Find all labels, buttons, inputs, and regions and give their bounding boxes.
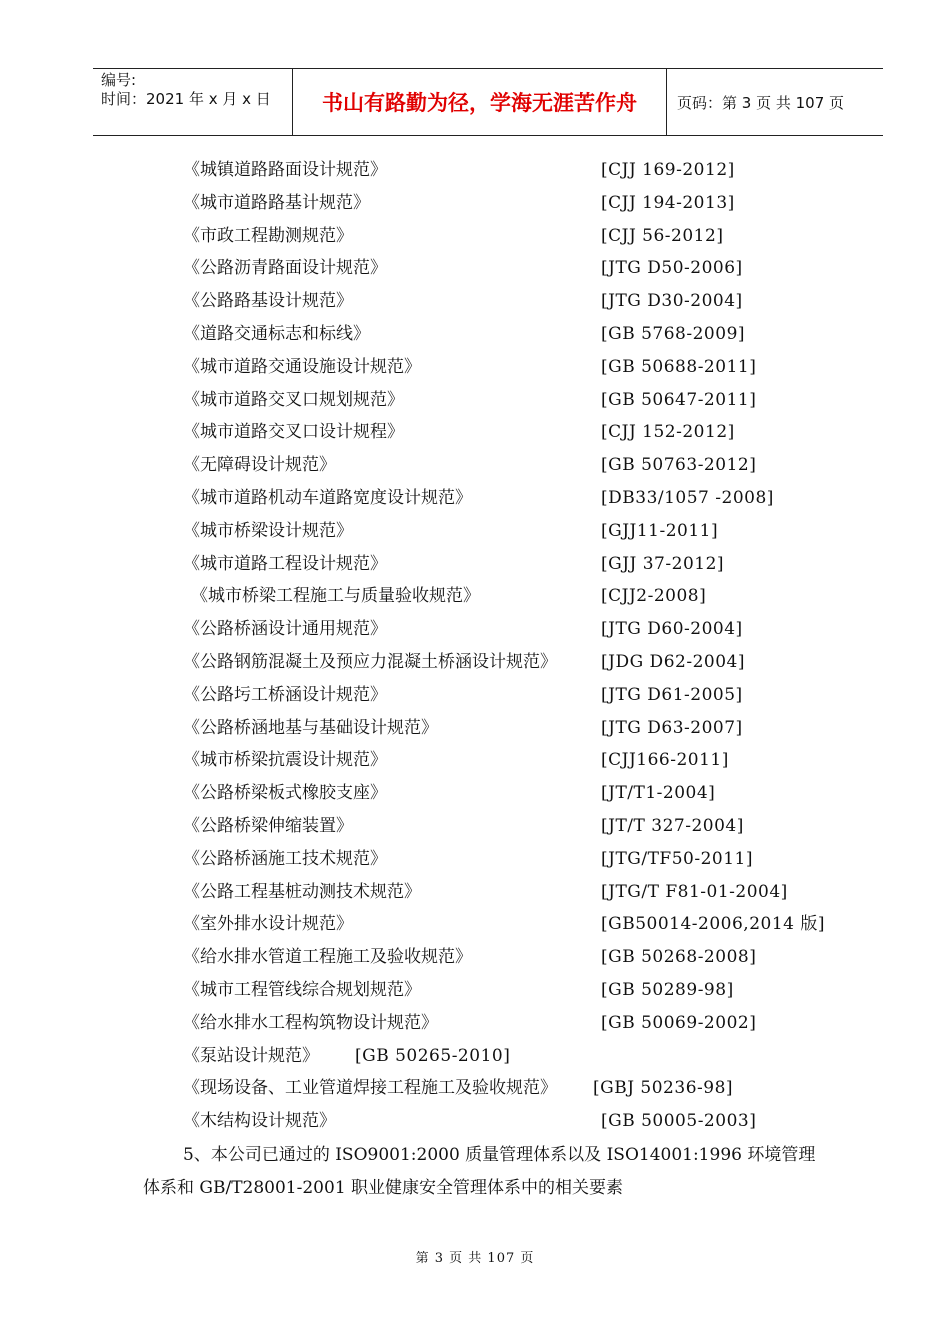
standard-title: 《室外排水设计规范》 [183, 914, 353, 935]
standard-code: [JT/T 327-2004] [601, 815, 744, 836]
standard-item [183, 220, 863, 253]
standard-code: [CJJ 152-2012] [601, 422, 735, 443]
standard-title: 《城市道路交叉口规划规范》 [183, 389, 404, 410]
standard-item [183, 416, 863, 449]
standard-item [183, 941, 863, 974]
standard-item [183, 580, 863, 613]
standard-item [183, 1040, 863, 1073]
standard-code: [CJJ 56-2012] [601, 225, 724, 246]
standard-item [183, 1007, 863, 1040]
page-header [93, 68, 883, 136]
standard-code: [GB 50069-2002] [601, 1012, 757, 1033]
standard-item [183, 318, 863, 351]
standard-code: [GB 5768-2009] [601, 323, 746, 344]
standard-title: 《无障碍设计规范》 [183, 455, 336, 476]
paragraph-line: 5、本公司已通过的 ISO9001:2000 质量管理体系以及 ISO14001:1996 环境管理 [183, 1145, 816, 1165]
standard-item [183, 154, 863, 187]
standard-title: 《城市桥梁设计规范》 [183, 520, 353, 541]
standard-code: [GB 50005-2003] [601, 1111, 757, 1132]
standard-code: [JTG D63-2007] [601, 717, 743, 738]
standard-title: 《公路桥涵施工技术规范》 [183, 848, 387, 869]
standard-item [183, 777, 863, 810]
standard-item [183, 252, 863, 285]
paragraph-line: 体系和 GB/T28001-2001 职业健康安全管理体系中的相关要素 [143, 1178, 624, 1198]
standard-code: [JDG D62-2004] [601, 651, 745, 672]
standard-code: [GBJ 50236-98] [593, 1078, 734, 1099]
standards-list [183, 154, 863, 1138]
standard-item [183, 744, 863, 777]
standard-code: [JTG D60-2004] [601, 619, 743, 640]
standard-code: [GJJ11-2011] [601, 520, 719, 541]
standard-title: 《城市道路交叉口设计规程》 [183, 422, 404, 443]
standard-title: 《泵站设计规范》 [183, 1045, 319, 1066]
standard-item [183, 679, 863, 712]
standard-code: [GB 50289-98] [601, 979, 734, 1000]
standard-item [183, 482, 863, 515]
standard-item [183, 908, 863, 941]
standard-item [183, 548, 863, 581]
standard-item [183, 810, 863, 843]
standard-title: 《公路钢筋混凝土及预应力混凝土桥涵设计规范》 [183, 651, 557, 672]
standard-code: [JTG D61-2005] [601, 684, 743, 705]
standard-item [183, 1105, 863, 1138]
standard-title: 《城镇道路路面设计规范》 [183, 160, 387, 180]
standard-item [183, 646, 863, 679]
standard-title: 《给水排水工程构筑物设计规范》 [183, 1012, 438, 1033]
standard-item [183, 712, 863, 745]
standard-item [183, 974, 863, 1007]
standard-item [183, 187, 863, 220]
standard-title: 《城市道路机动车道路宽度设计规范》 [183, 487, 472, 508]
standard-title: 《公路桥梁伸缩装置》 [183, 815, 353, 836]
standard-item [183, 285, 863, 318]
standard-title: 《道路交通标志和标线》 [183, 323, 370, 344]
standard-title: 《城市道路交通设施设计规范》 [183, 356, 421, 377]
standard-title: 《公路桥梁板式橡胶支座》 [183, 783, 387, 804]
header-page-code: 页码：第 3 页 共 107 页 [677, 93, 845, 112]
standard-item [183, 613, 863, 646]
standard-code: [JTG D30-2004] [601, 291, 743, 312]
standard-title: 《公路路基设计规范》 [183, 291, 353, 312]
standard-title: 《公路桥涵地基与基础设计规范》 [183, 717, 438, 738]
standard-title: 《给水排水管道工程施工及验收规范》 [183, 947, 472, 968]
standard-item [183, 843, 863, 876]
document-date: 时间：2021 年 x 月 x 日 [101, 90, 271, 108]
standard-title: 《公路工程基桩动测技术规范》 [183, 881, 421, 902]
standard-code: [DB33/1057 -2008] [601, 487, 774, 508]
standard-title: 《城市工程管线综合规划规范》 [183, 979, 421, 1000]
standard-code: [GB 50763-2012] [601, 455, 757, 476]
standard-code: [GB50014-2006,2014 版] [601, 914, 825, 935]
standard-item [183, 351, 863, 384]
standard-item [183, 1072, 863, 1105]
standard-title: 《市政工程勘测规范》 [183, 225, 353, 246]
header-motto: 书山有路勤为径，学海无涯苦作舟 [293, 69, 667, 135]
standard-title: 《公路沥青路面设计规范》 [183, 258, 387, 279]
standard-code: [CJJ 169-2012] [601, 160, 735, 180]
standard-code: [CJJ166-2011] [601, 750, 729, 771]
document-number-label: 编号: [101, 71, 137, 89]
standard-title: 《木结构设计规范》 [183, 1111, 336, 1132]
standard-item [183, 449, 863, 482]
standard-item [183, 876, 863, 909]
standard-title: 《城市桥梁工程施工与质量验收规范》 [191, 586, 480, 607]
standard-code: [JTG D50-2006] [601, 258, 743, 279]
standard-title: 《现场设备、工业管道焊接工程施工及验收规范》 [183, 1078, 557, 1099]
standard-title: 《城市道路路基计规范》 [183, 192, 370, 213]
standard-title: 《城市桥梁抗震设计规范》 [183, 750, 387, 771]
standard-item [183, 515, 863, 548]
standard-title: 《公路桥涵设计通用规范》 [183, 619, 387, 640]
standard-code: [CJJ2-2008] [601, 586, 707, 607]
standard-code: [GB 50265-2010] [355, 1045, 511, 1066]
header-meta [93, 69, 293, 135]
standard-title: 《公路圬工桥涵设计规范》 [183, 684, 387, 705]
page-footer: 第 3 页 共 107 页 [415, 1251, 535, 1266]
standard-code: [GB 50647-2011] [601, 389, 757, 410]
standard-title: 《城市道路工程设计规范》 [183, 553, 387, 574]
standard-code: [JTG/TF50-2011] [601, 848, 753, 869]
standard-code: [GB 50268-2008] [601, 947, 757, 968]
standard-code: [GB 50688-2011] [601, 356, 757, 377]
standard-code: [JTG/T F81-01-2004] [601, 881, 788, 902]
standard-code: [GJJ 37-2012] [601, 553, 725, 574]
standard-item [183, 384, 863, 417]
management-system-paragraph [143, 1139, 843, 1205]
standard-code: [CJJ 194-2013] [601, 192, 735, 213]
standard-code: [JT/T1-2004] [601, 783, 716, 804]
